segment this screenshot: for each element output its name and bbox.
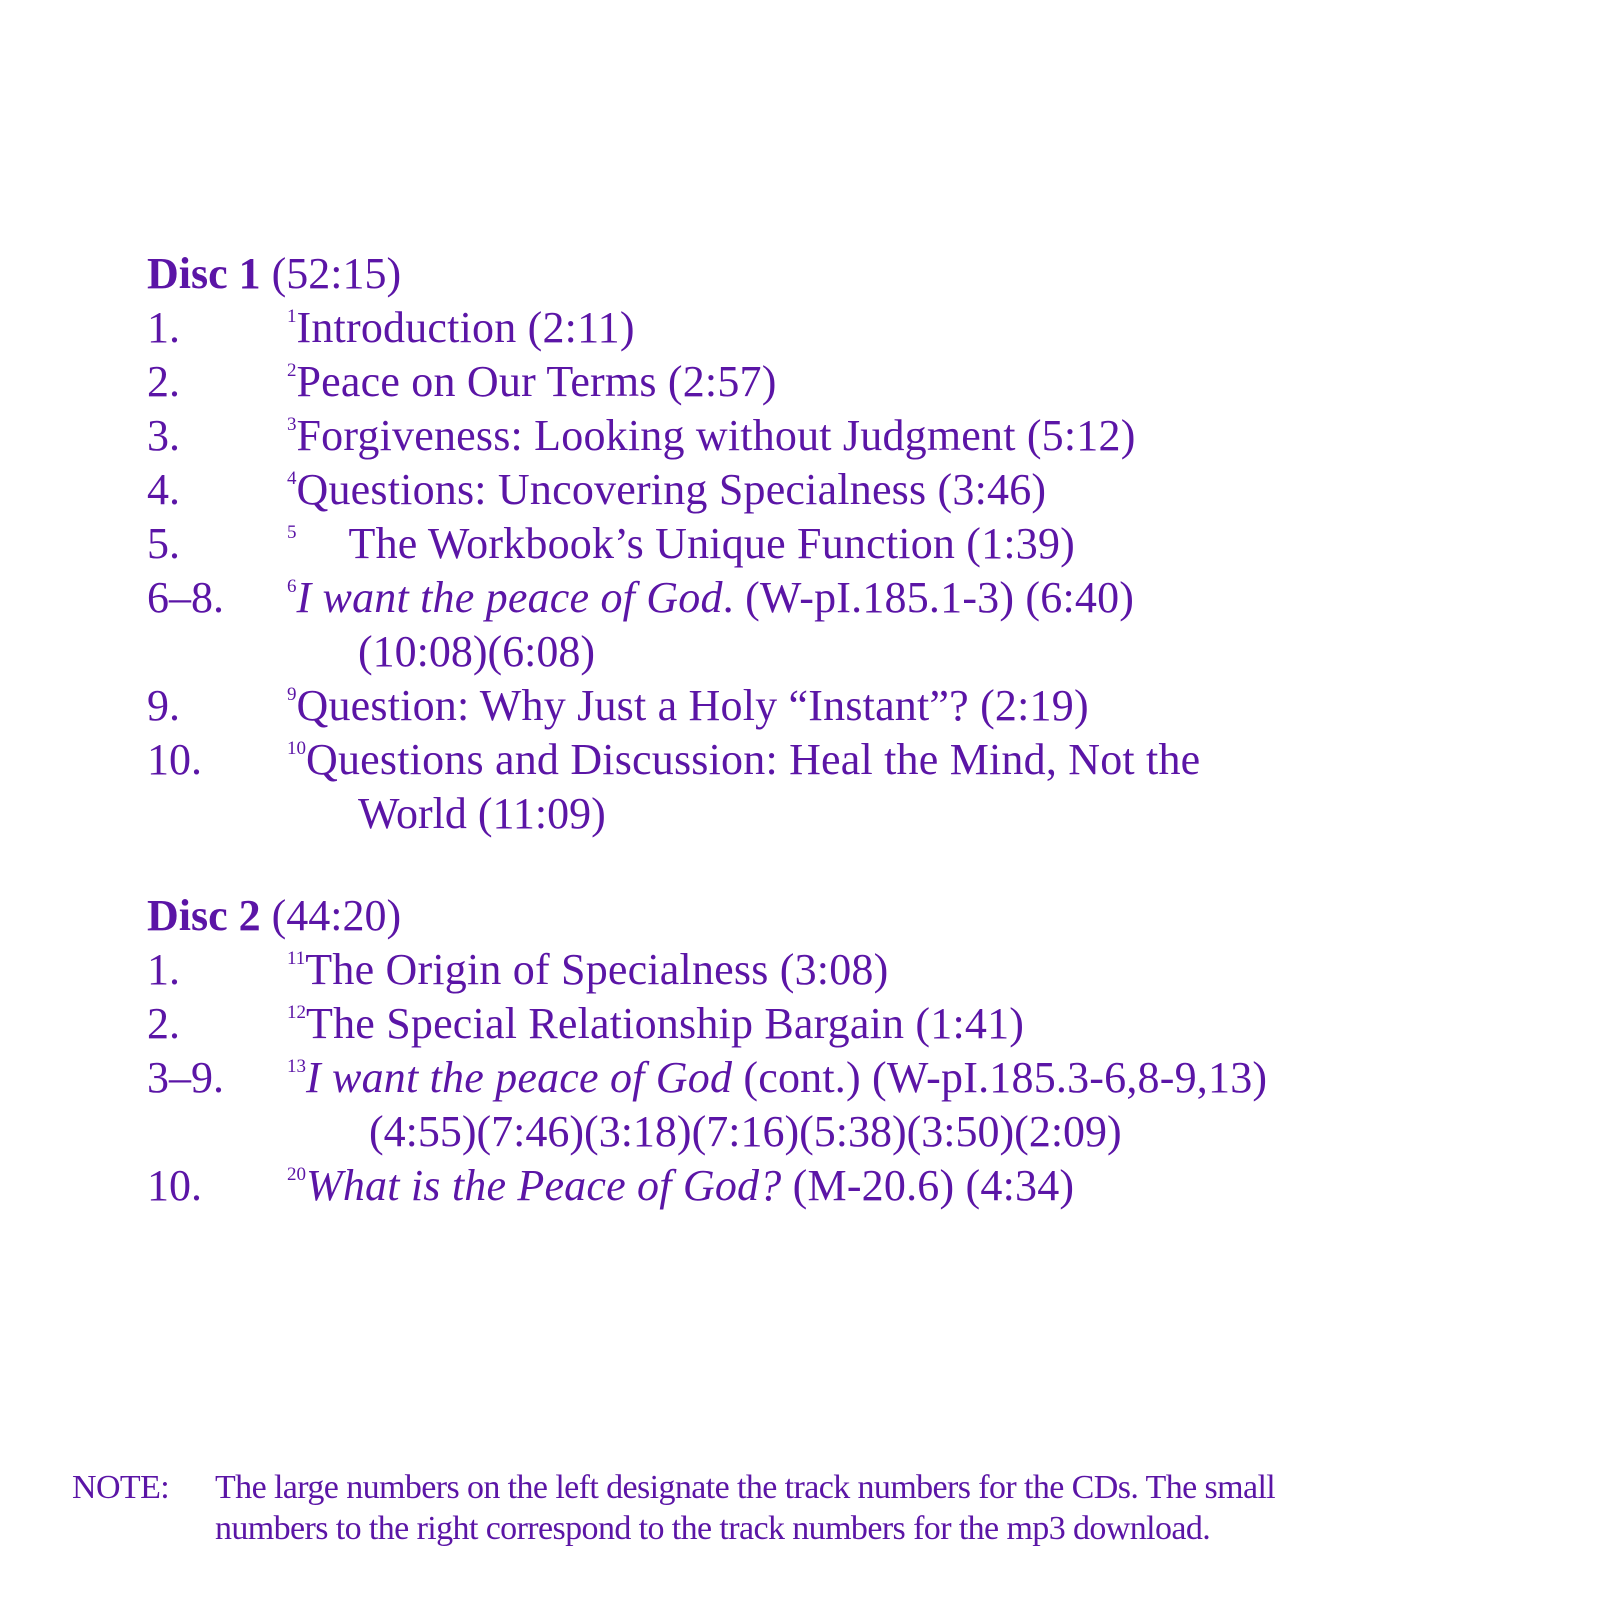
disc-1-track-9 [147,679,1447,733]
disc-1-track-4 [147,463,1447,517]
disc-1-track-2 [147,355,1447,409]
note-line-1: The large numbers on the left designate the track numbers for the CDs. The small [215,1469,1276,1506]
disc-1-duration: (52:15) [271,249,402,298]
track-number: 9. [147,681,180,730]
disc-1-track-1 [147,301,1447,355]
disc-1-section [147,247,1447,841]
mp3-track-number: 12 [287,1002,306,1023]
track-title: . (W-pI.185.1-3) (6:40) [722,573,1135,622]
track-title-italic: I want the peace of God [306,1053,733,1102]
track-number: 2. [147,357,180,406]
track-title: The Special Relationship Bargain (1:41) [306,999,1025,1048]
mp3-track-number: 1 [287,306,297,327]
disc-1-track-10 [147,733,1447,841]
track-number: 4. [147,465,180,514]
track-number: 1. [147,303,180,352]
track-title: Peace on Our Terms (2:57) [296,357,777,406]
disc-2-track-1 [147,943,1447,997]
mp3-track-number: 5 [287,522,297,543]
disc-2-duration: (44:20) [271,891,402,940]
track-title: The Workbook’s Unique Function (1:39) [348,519,1076,568]
track-title-continuation: (10:08)(6:08) [358,627,596,676]
mp3-track-number: 11 [287,948,306,969]
track-title: Question: Why Just a Holy “Instant”? (2:19) [296,681,1089,730]
mp3-track-number: 20 [287,1164,306,1185]
footnote [72,1467,1552,1549]
track-number: 10. [147,1161,202,1210]
track-number: 10. [147,735,202,784]
mp3-track-number: 13 [287,1056,306,1077]
track-number: 3–9. [147,1053,224,1102]
disc-1-name: Disc 1 [147,249,261,298]
track-number: 3. [147,411,180,460]
track-number: 6–8. [147,573,224,622]
mp3-track-number: 2 [287,360,297,381]
track-title-italic: What is the Peace of God? [306,1161,782,1210]
disc-1-track-5 [147,517,1447,571]
track-title: Forgiveness: Looking without Judgment (5:12) [296,411,1136,460]
track-number: 2. [147,999,180,1048]
track-title: Questions and Discussion: Heal the Mind, Not the [306,735,1201,784]
track-title: (cont.) (W-pI.185.3-6,8-9,13) [732,1053,1268,1102]
mp3-track-number: 4 [287,468,297,489]
track-title: Questions: Uncovering Specialness (3:46) [296,465,1047,514]
track-title-continuation: World (11:09) [358,789,606,838]
track-title: The Origin of Specialness (3:08) [305,945,889,994]
disc-1-track-3 [147,409,1447,463]
track-number: 5. [147,519,180,568]
track-title-italic: I want the peace of God [296,573,723,622]
disc-1-heading [147,247,1447,301]
track-title: (M-20.6) (4:34) [781,1161,1075,1210]
note-label: NOTE: [72,1469,170,1506]
disc-2-section [147,889,1447,1213]
track-title-continuation: (4:55)(7:46)(3:18)(7:16)(5:38)(3:50)(2:09) [369,1107,1122,1156]
track-number: 1. [147,945,180,994]
disc-1-track-6-8 [147,571,1447,679]
disc-2-track-3-9 [147,1051,1447,1159]
track-title: Introduction (2:11) [296,303,635,352]
disc-2-track-2 [147,997,1447,1051]
mp3-track-number: 6 [287,576,297,597]
mp3-track-number: 3 [287,414,297,435]
disc-2-track-10 [147,1159,1447,1213]
mp3-track-number: 10 [287,738,306,759]
note-line-2: numbers to the right correspond to the track numbers for the mp3 download. [215,1510,1211,1547]
disc-2-heading [147,889,1447,943]
disc-2-name: Disc 2 [147,891,261,940]
mp3-track-number: 9 [287,684,297,705]
